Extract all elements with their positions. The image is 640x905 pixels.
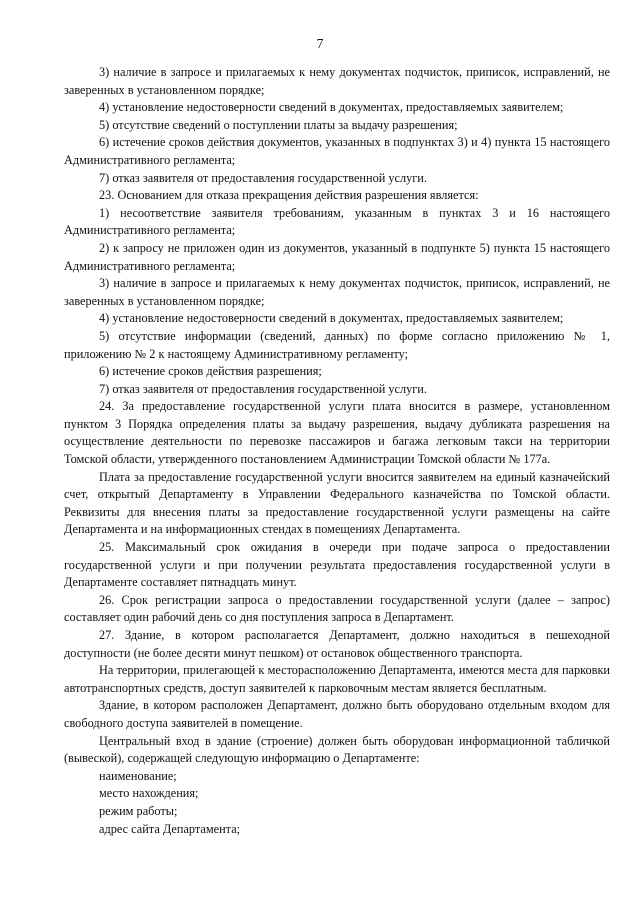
paragraph: 26. Срок регистрации запроса о предоставлении государственной услуги (далее – запрос) составляет один рабочий день со дня поступления запроса в Департамент.: [64, 592, 610, 625]
paragraph: Здание, в котором расположен Департамент, должно быть оборудовано отдельным входом для свободного доступа заявителей в помещение.: [64, 698, 610, 730]
paragraph: 3) наличие в запросе и прилагаемых к нему документах подчисток, приписок, исправлений, не заверенных в установленном порядке;: [64, 65, 610, 97]
paragraph: 5) отсутствие сведений о поступлении платы за выдачу разрешения;: [99, 117, 458, 132]
document-body: [64, 64, 610, 838]
paragraph: 23. Основанием для отказа прекращения действия разрешения является:: [99, 188, 479, 203]
paragraph: наименование;: [99, 768, 177, 783]
paragraph: место нахождения;: [99, 786, 199, 801]
paragraph: 7) отказ заявителя от предоставления государственной услуги.: [99, 170, 427, 185]
paragraph: адрес сайта Департамента;: [99, 821, 241, 836]
paragraph: 7) отказ заявителя от предоставления государственной услуги.: [99, 381, 427, 396]
paragraph: Центральный вход в здание (строение) должен быть оборудован информационной табличкой (вывеской), содержащей следующую информацию о Департаменте:: [64, 733, 610, 766]
paragraph: 25. Максимальный срок ожидания в очереди при подаче запроса о предоставлении государственной услуги и при получении результата предоставления государственной услуги в Департаменте составляет пятнадцать минут.: [64, 540, 610, 590]
paragraph: Плата за предоставление государственной услуги вносится заявителем на единый казначейский счет, открытый Департаменту в Управлении Федерального казначейства по Томской области. Реквизиты для внесения платы за предоставление государственной услуги размещены на сайте Департамента и на информационных стендах в помещениях Департамента.: [64, 469, 610, 537]
paragraph: 3) наличие в запросе и прилагаемых к нему документах подчисток, приписок, исправлений, не заверенных в установленном порядке;: [64, 276, 610, 308]
page-number: 7: [316, 36, 324, 51]
paragraph: На территории, прилегающей к месторасположению Департамента, имеются места для парковки автотранспортных средств, доступ заявителей к парковочным местам является бесплатным.: [64, 663, 610, 695]
paragraph: 5) отсутствие информации (сведений, данных) по форме согласно приложению № 1, приложению № 2 к настоящему Административному регламенту;: [64, 328, 610, 361]
paragraph: 1) несоответствие заявителя требованиям, указанным в пунктах 3 и 16 настоящего Административного регламента;: [64, 205, 610, 238]
paragraph: 6) истечение сроков действия разрешения;: [99, 364, 322, 379]
paragraph: режим работы;: [99, 803, 178, 818]
paragraph: 27. Здание, в котором располагается Департамент, должно находиться в пешеходной доступности (не более десяти минут пешком) от остановок общественного транспорта.: [64, 628, 610, 660]
paragraph: 24. За предоставление государственной услуги плата вносится в размере, установленном пунктом 3 Порядка определения платы за выдачу разрешения, выдачу дубликата разрешения на осуществление деятельности по перевозке пассажиров и багажа легковым такси на территории Томской области, утвержденного постановлением Администрации Томской области № 177а.: [64, 399, 610, 467]
paragraph: 2) к запросу не приложен один из документов, указанный в подпункте 5) пункта 15 настоящего Административного регламента;: [64, 240, 610, 273]
paragraph: 4) установление недостоверности сведений в документах, предоставляемых заявителем;: [99, 311, 564, 326]
paragraph: 4) установление недостоверности сведений в документах, предоставляемых заявителем;: [99, 100, 564, 115]
paragraph: 6) истечение сроков действия документов, указанных в подпунктах 3) и 4) пункта 15 настоящего Административного регламента;: [64, 135, 610, 167]
